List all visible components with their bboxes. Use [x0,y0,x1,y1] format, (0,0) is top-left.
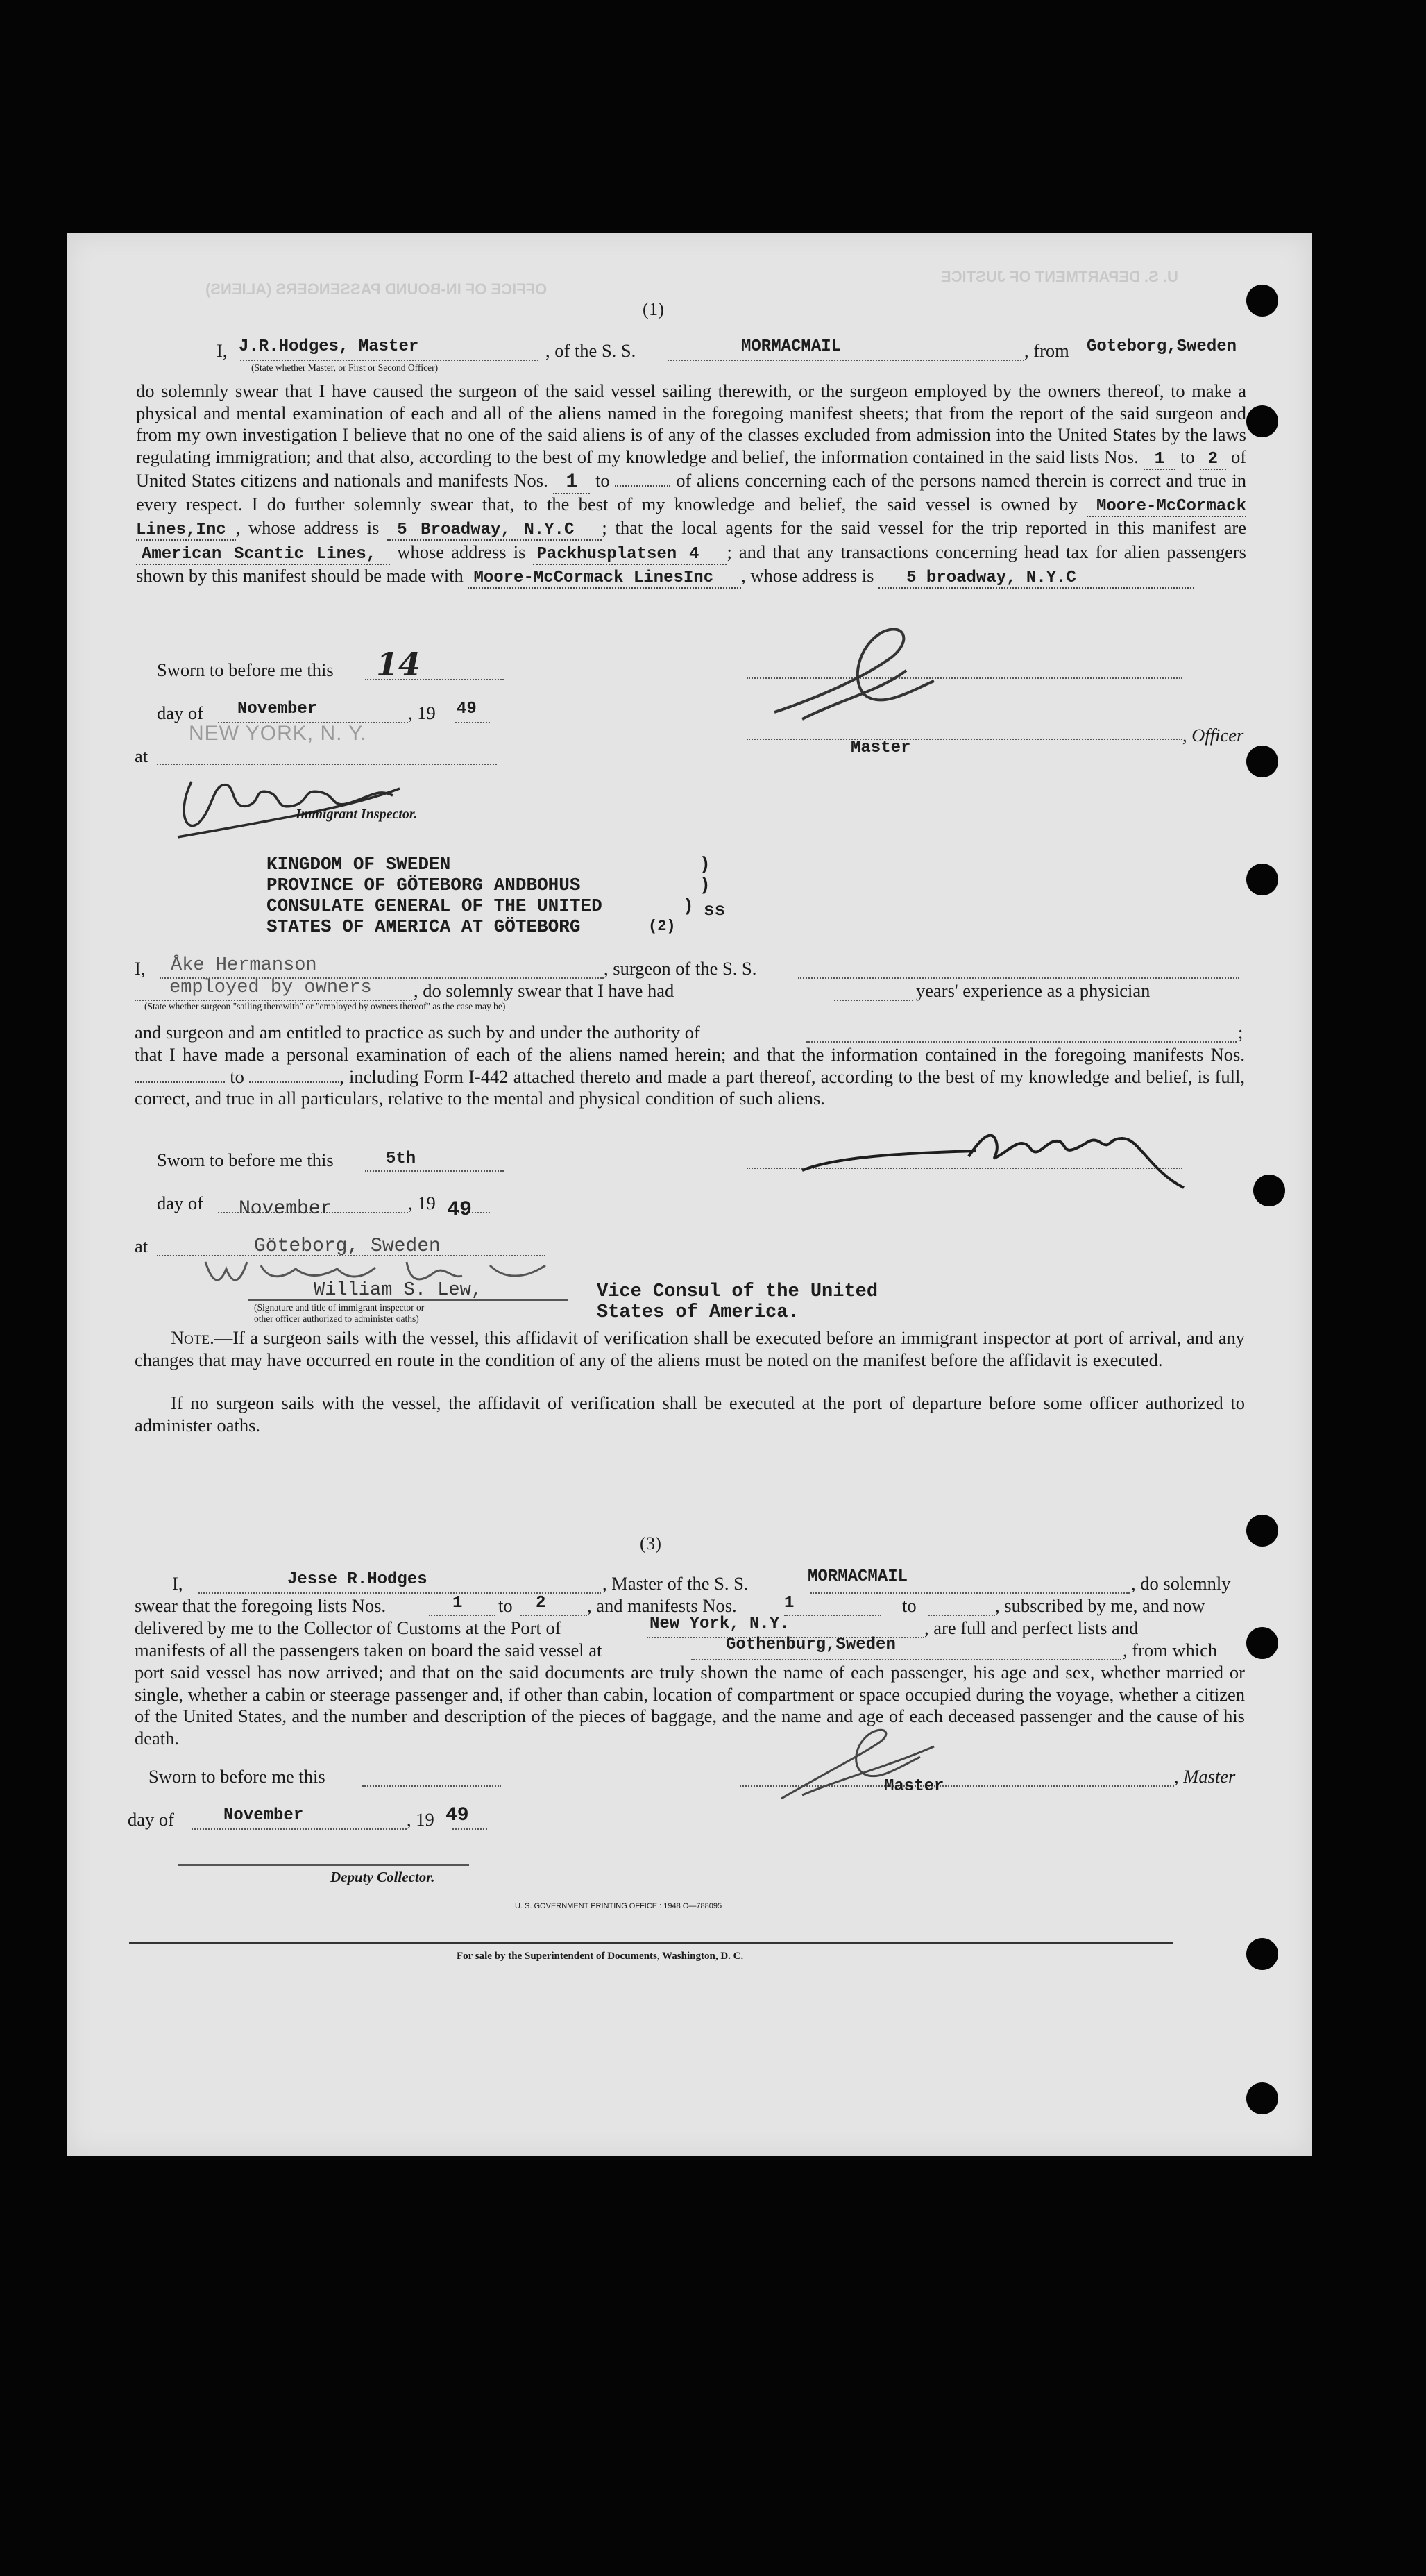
collector-i-label: I, [172,1573,183,1594]
punch-hole [1246,285,1278,317]
to-word-3: to [498,1595,513,1616]
sworn-day-rule-3 [362,1785,501,1787]
years-rule [834,1000,913,1001]
solemnly-label: , do solemnly [1131,1573,1231,1594]
manifests-no-field: 1 [553,471,590,494]
oath-text-2b: of aliens concerning each of the persons named therein is correct and true in every respect. I do further solemnly swear that, to the best of my knowledge and belief, the said vessel is owned by [136,470,1247,514]
punch-hole [1253,1175,1285,1206]
surgeon-of-label: , surgeon of the S. S. [604,958,757,979]
lists-to-rule [520,1615,587,1616]
blank-field [249,1081,339,1083]
sworn-label: Sworn to before me this [157,659,334,680]
month-field-2: November [239,1198,332,1220]
sworn-label-2: Sworn to before me this [157,1150,334,1170]
place-field: Göteborg, Sweden [254,1236,441,1257]
year-prefix-3: , 19 [407,1809,434,1830]
oath-text-2a: of United States citizens and nationals and manifests Nos. [136,446,1247,491]
location-stamp: NEW YORK, N. Y. [189,722,367,745]
day-of-label: day of [157,702,203,723]
master-name-field: J.R.Hodges, Master [239,337,419,356]
year-rule-3 [452,1828,487,1830]
collector-text: port said vessel has now arrived; and that on the said documents are truly shown the name of each passenger, his age and sex, whether married or single, whether a cabin or steerage passenger and, if other than cabin, location of compartment or space occupied during the voyage, whether a citizen of the United States, and the number and description of the pieces of baggage, and the name and age of each deceased passenger and the cause of his death. [135,1662,1245,1749]
surgeon-authority-text: and surgeon and am entitled to practice as such by and under the authority of [135,1022,700,1043]
venue-bracket: ) [683,895,694,916]
day-of-label-2: day of [157,1193,203,1213]
note-paragraph-2 [135,1392,1245,1436]
sworn-label-3: Sworn to before me this [148,1766,325,1787]
venue-bracket: ) [699,854,711,875]
section-number-3: (3) [640,1533,661,1554]
from-which-label: , from which [1123,1640,1218,1660]
from-port-field-3: Gothenburg,Sweden [726,1635,896,1654]
agents-field: American Scantic Lines, [136,545,390,565]
year-field-3: 49 [445,1805,469,1826]
year-field-2: 49 [447,1198,473,1222]
lists-to-field-3: 2 [536,1594,546,1613]
consul-name: William S. Lew, [314,1280,483,1301]
at-rule [157,764,497,765]
headtax-address-field: 5 broadway, N.Y.C [878,569,1194,589]
venue-line-1: KINGDOM OF SWEDEN [266,854,451,875]
surgeon-ss-rule [798,977,1239,979]
gpo-imprint: U. S. GOVERNMENT PRINTING OFFICE : 1948 O—788095 [515,1902,722,1910]
officer-line [747,739,1182,740]
punch-hole [1246,1515,1278,1547]
month-field-3: November [223,1806,304,1825]
semicolon: ; [1238,1022,1243,1043]
venue-line-4: STATES OF AMERICA AT GÖTEBORG [266,916,581,937]
year-prefix-2: , 19 [408,1193,436,1213]
consul-title-1: Vice Consul of the United [597,1281,878,1302]
bleed-through-text: U. S. DEPARTMENT OF JUSTICE [941,268,1178,285]
sworn-day-handwritten: 14 [376,646,421,683]
owner-address-field: 5 Broadway, N.Y.C [387,521,602,541]
vessel-name-field: MORMACMAIL [741,337,842,356]
lists-to-field: 2 [1200,450,1226,470]
port-field: New York, N.Y. [650,1615,790,1633]
punch-hole [1246,746,1278,777]
manifests-text: manifests of all the passengers taken on board the said vessel at [135,1640,602,1660]
full-text: , are full and perfect lists and [924,1617,1139,1638]
to-word-3b: to [902,1595,917,1616]
surgeon-paragraph [135,1044,1245,1110]
manifests-from-rule [784,1615,881,1616]
from-label: , from [1024,340,1069,361]
employment-note: (State whether surgeon "sailing therewith" or "employed by owners thereof" as the case may be) [144,1001,506,1011]
agent-address-field: Packhusplatsen 4 [533,545,727,565]
headtax-field: Moore-McCormack LinesInc [468,569,741,589]
punch-hole [1246,1938,1278,1970]
year-rule [455,722,490,723]
delivered-text: delivered by me to the Collector of Customs at the Port of [135,1617,561,1638]
manifests-from-field-3: 1 [784,1594,795,1613]
swear-text-3: swear that the foregoing lists Nos. [135,1595,387,1616]
sworn-day-rule-2 [365,1170,504,1172]
officer-label: , Officer [1182,725,1244,746]
venue-line-3: CONSULATE GENERAL OF THE UNITED [266,895,602,916]
from-port-field: Goteborg,Sweden [1087,337,1237,356]
punch-hole [1246,1627,1278,1659]
month-field: November [237,700,318,718]
manifest-page [67,233,1312,2156]
surgeon-signature [795,1115,1212,1198]
inspector-signature [171,768,462,844]
sworn-day-2: 5th [386,1150,416,1168]
to-word: to [595,470,610,491]
venue-line-2: PROVINCE OF GÖTEBORG ANDBOHUS [266,875,581,895]
year-prefix: , 19 [408,702,436,723]
blank-field [615,485,670,487]
oath-text: do solemnly swear that I have caused the surgeon of the said vessel sailing therewith, or the surgeon employed by the owners thereof, to make a physical and mental examination of each and all of the aliens named in the foregoing manifest sheets; that from the report of the said surgeon and from my own investigation I believe that no one of the said aliens is of any of the classes excluded from admission into the United States by the laws regulating immigration; and that also, according to the best of my knowledge and belief, the information contained in the said lists Nos. [136,380,1246,467]
collector-paragraph [135,1662,1245,1749]
note-text-1: —If a surgeon sails with the vessel, this affidavit of verification shall be executed before an immigrant inspector at port of arrival, and any changes that may have occurred en route in the condition of any of the aliens must be noted on the manifest before the affidavit is executed. [135,1327,1245,1370]
oath-paragraph-1: do solemnly swear that I have caused the surgeon of the said vessel sailing therewith, or the surgeon employed by the owners thereof, to make a physical and mental examination of each and all of the aliens named in the foregoing manifest sheets; that from the report of the said surgeon and from my own investigation I believe that no one of the said aliens is of any of the classes excluded from admission into the United States by the laws regulating immigration; and that also, according to the best of my knowledge and belief, the information contained in the said lists Nos. 1 to 2 of United States citizens and nationals and manifests Nos. 1 to of aliens concerning each of the persons named therein is correct and true in every respect. I do further solemnly swear that, to the best of my knowledge and belief, the said vessel is owned by Moore-McCormack Lines,Inc , whose address is 5 Broadway, N.Y.C ; that the local agents for the said vessel for the trip reported in this manifest are American Scantic Lines, whose address is Packhusplatsen 4 ; and that any transactions concerning head tax for alien passengers shown by this manifest should be made with Moore-McCormack LinesInc , whose address is 5 broadway, N.Y.C [136,380,1247,587]
to-word: to [1180,446,1195,467]
month-rule-3 [192,1828,407,1830]
lists-from-rule [429,1615,495,1616]
vessel-rule [668,360,1024,361]
oath-prefix: I, [217,340,228,361]
section-number-2: (2) [648,918,676,935]
note-text-2: If no surgeon sails with the vessel, the affidavit of verification shall be executed at the port of departure before some officer authorized to administer oaths. [135,1392,1245,1436]
of-ss-label: , of the S. S. [545,340,636,361]
lists-from-field: 1 [1144,450,1175,470]
to-word: to [230,1066,244,1087]
consul-title-2: States of America. [597,1302,799,1323]
master-signature-3 [774,1726,955,1802]
headtax-text: ; and that any transactions concerning head tax for alien passengers shown by this manifest should be made with [136,541,1246,586]
day-of-label-3: day of [128,1809,174,1830]
year-field: 49 [457,700,477,718]
vessel-field-3: MORMACMAIL [808,1567,908,1586]
lists-from-field-3: 1 [452,1594,463,1613]
venue-bracket: ) [699,875,711,895]
punch-hole [1246,2082,1278,2114]
sale-note: For sale by the Superintendent of Documents, Washington, D. C. [457,1951,744,1962]
surgeon-text-d: , including Form I-442 attached thereto and made a part thereof, according to the best of my knowledge and belief, is full, correct, and true in all particulars, relative to the mental and physical condition of such aliens. [135,1066,1245,1109]
deputy-label: Deputy Collector. [330,1869,435,1885]
bleed-through-text: OFFICE OF IN-BOUND PASSENGERS (ALIENS) [205,280,548,298]
note-paragraph-1 [135,1327,1245,1371]
vessel-rule-3 [810,1592,1130,1594]
whose-address-label: , whose address is [235,517,380,538]
note-label: Note. [171,1327,214,1348]
at-label-2: at [135,1236,148,1256]
punch-hole [1246,864,1278,895]
agents-text: that the local agents for the said vessel for the trip reported in this manifest are [615,517,1246,538]
agent-address-label: whose address is [397,541,526,562]
collector-name-field: Jesse R.Hodges [287,1570,427,1589]
punch-hole [1246,405,1278,437]
owner-field: Moore-McCormack Lines,Inc [136,496,1246,539]
surgeon-text-b: that I have made a personal examination of each of the aliens named herein; and that the information contained in the foregoing manifests Nos. [135,1044,1245,1065]
years-text: years' experience as a physician [916,980,1151,1001]
swear-text: , do solemnly swear that I have had [414,980,674,1001]
from-port-rule [691,1659,1121,1660]
footer-rule [129,1942,1173,1944]
surgeon-i-label: I, [135,958,146,979]
whose-address-label: , whose address is [741,565,874,586]
name-rule [240,360,538,361]
inspector-caption: Immigrant Inspector. [296,807,418,822]
subscribed-label: , subscribed by me, and now [995,1595,1205,1616]
master-signature [761,615,983,733]
master-typed: Master [851,739,911,757]
section-number: (1) [643,298,664,319]
officer-note: (State whether Master, or First or Second Officer) [251,362,439,373]
master-label-3: , Master [1174,1766,1236,1787]
employment-field: employed by owners [169,977,372,998]
ss-label: ss [704,900,726,920]
surgeon-name-field: Åke Hermanson [171,955,317,976]
sig-note-2: other officer authorized to administer oaths) [254,1313,419,1324]
manifests-to-rule [928,1615,995,1616]
at-label: at [135,746,148,766]
sig-note-1: (Signature and title of immigrant inspector or [254,1302,425,1313]
authority-rule [806,1041,1237,1043]
blank-field [135,1081,225,1083]
master-typed-3: Master [884,1777,944,1796]
master-of-label: , Master of the S. S. [602,1573,749,1594]
and-manifests-label: , and manifests Nos. [587,1595,737,1616]
deputy-rule [178,1864,469,1866]
